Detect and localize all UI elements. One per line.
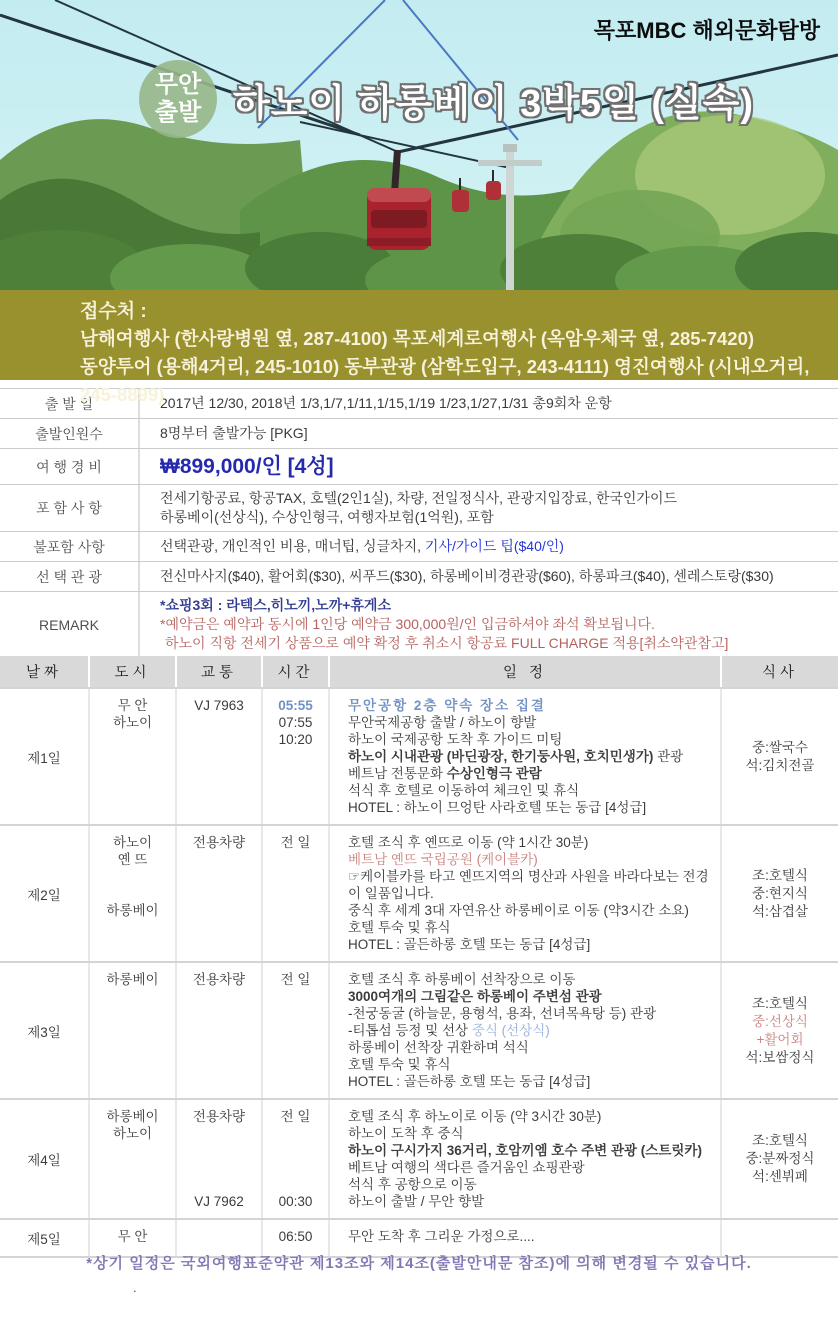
day-cell — [0, 689, 90, 824]
city-cell — [90, 963, 177, 1098]
schedule-cell — [330, 1220, 722, 1256]
col-header-meals: 식사 — [722, 656, 838, 687]
schedule-text: -티톱섬 등정 및 선상 — [348, 1023, 472, 1038]
schedule-text: 수상인형극 관람 — [446, 766, 542, 781]
info-label: 포 함 사 항 — [0, 485, 140, 531]
transport-cell — [177, 1100, 263, 1218]
schedule-text: 무안 도착 후 그리운 가정으로.... — [348, 1229, 535, 1244]
day-label: 제5일 — [27, 1232, 61, 1247]
schedule-line — [348, 1108, 714, 1125]
info-label: 선 택 관 광 — [0, 562, 140, 591]
meal-line: +활어회 — [756, 1031, 804, 1047]
meal-line: 중:현지식 — [752, 885, 808, 901]
price-value: ₩899,000/인 [4성] — [160, 455, 334, 478]
itinerary-body — [0, 687, 838, 1258]
schedule-text: 관광 — [653, 749, 684, 764]
schedule-line — [348, 765, 714, 782]
meal-line: 중:선상식 — [752, 1013, 808, 1029]
schedule-text: HOTEL : 하노이 므엉탄 사라호텔 또는 동급 [4성급] — [348, 800, 647, 815]
city-line: 하노이 — [112, 1126, 153, 1141]
day-label: 제4일 — [27, 1153, 61, 1168]
transport-line: VJ 7962 — [194, 1194, 244, 1209]
remark-line-2: *예약금은 예약과 동시에 1인당 예약금 300,000원/인 입금하셔야 좌석 확보됩니다. — [160, 616, 655, 632]
schedule-line — [348, 902, 714, 919]
info-row-price — [0, 449, 838, 485]
info-value: 8명부터 출발가능 [PKG] — [160, 425, 308, 441]
time-cell — [263, 689, 330, 824]
schedule-text: 중식 후 세계 3대 자연유산 하롱베이로 이동 (약3시간 소요) — [348, 903, 689, 918]
city-line: 하롱베이 — [106, 972, 159, 987]
schedule-text: HOTEL : 골든하롱 호텔 또는 동급 [4성급] — [348, 1074, 591, 1089]
day-cell — [0, 826, 90, 961]
schedule-line — [348, 731, 714, 748]
departure-badge — [139, 60, 217, 138]
schedule-text: 베트남 옌뜨 국립공원 (케이블카) — [348, 852, 538, 867]
meals-cell — [722, 1100, 838, 1218]
remark-line-3: 하노이 직항 전세기 상품으로 예약 확정 후 취소시 항공료 FULL CHARGE 적용[취소약관참고] — [165, 635, 729, 651]
itinerary-row — [0, 1098, 838, 1218]
tour-info-table — [0, 388, 838, 658]
time-line: 00:30 — [278, 1194, 313, 1209]
contact-line-2: 동양투어 (용해4거리, 245-1010) 동부관광 (삼학도입구, 243-4111) 영진여행사 (시내오거리, 245-8899) — [80, 356, 810, 405]
badge-line2: 출발 — [154, 99, 202, 126]
itinerary-row — [0, 687, 838, 824]
schedule-text: 하노이 출발 / 무안 향발 — [348, 1194, 485, 1209]
schedule-line — [348, 1142, 714, 1159]
city-line: 하롱베이 — [106, 1109, 159, 1124]
transport-cell — [177, 826, 263, 961]
time-cell — [263, 1220, 330, 1256]
city-line — [131, 868, 135, 885]
schedule-cell — [330, 826, 722, 961]
info-row-included — [0, 485, 838, 532]
transport-bottom — [194, 1193, 244, 1210]
city-line: 하롱베이 — [106, 903, 159, 918]
day-cell — [0, 1100, 90, 1218]
schedule-text: 석식 후 공항으로 이동 — [348, 1177, 477, 1192]
meal-line: 조:호텔식 — [752, 995, 808, 1011]
transport-line: 전용차량 — [192, 972, 246, 987]
schedule-line — [348, 851, 714, 868]
schedule-text: 호텔 조식 후 옌뜨로 이동 (약 1시간 30분) — [348, 835, 589, 850]
schedule-line — [348, 782, 714, 799]
col-header-schedule: 일 정 — [330, 656, 722, 687]
info-value — [140, 592, 838, 657]
schedule-line — [348, 868, 714, 902]
included-line-2: 하롱베이(선상식), 수상인형극, 여행자보험(1억원), 포함 — [160, 509, 494, 525]
schedule-text: 호텔 투숙 및 휴식 — [348, 920, 451, 935]
schedule-line — [348, 1056, 714, 1073]
day-cell — [0, 963, 90, 1098]
meals-cell — [722, 689, 838, 824]
transport-cell — [177, 963, 263, 1098]
schedule-text: 하롱베이 선착장 귀환하며 석식 — [348, 1040, 529, 1055]
info-row-optional — [0, 562, 838, 592]
schedule-text: 하노이 시내관광 (바딘광장, 한기둥사원, 호치민생가) — [348, 749, 654, 764]
schedule-text: HOTEL : 골든하롱 호텔 또는 동급 [4성급] — [348, 937, 591, 952]
info-value — [140, 485, 838, 531]
meal-line: 조:호텔식 — [752, 867, 808, 883]
schedule-text: 호텔 조식 후 하롱베이 선착장으로 이동 — [348, 972, 576, 987]
info-label: 출발인원수 — [0, 419, 140, 448]
city-line: 무 안 — [117, 1229, 148, 1244]
time-line: 전 일 — [280, 1109, 311, 1124]
col-header-city: 도시 — [90, 656, 177, 687]
city-line: 무 안 — [117, 698, 148, 713]
schedule-line — [348, 936, 714, 953]
meals-cell — [722, 963, 838, 1098]
time-cell — [263, 1100, 330, 1218]
time-line: 전 일 — [280, 972, 311, 987]
time-line: 10:20 — [278, 732, 313, 747]
schedule-line — [348, 1022, 714, 1039]
schedule-line — [348, 834, 714, 851]
schedule-text: 석식 후 호텔로 이동하여 체크인 및 휴식 — [348, 783, 580, 798]
stray-dot: . — [133, 1280, 137, 1295]
time-cell — [263, 963, 330, 1098]
schedule-line — [348, 1073, 714, 1090]
meal-line: 석:삼겹살 — [752, 903, 808, 919]
time-line: 05:55 — [278, 698, 313, 713]
time-line: 전 일 — [280, 835, 311, 850]
meal-line: 중:분짜정식 — [745, 1151, 815, 1166]
info-value: 2017년 12/30, 2018년 1/3,1/7,1/11,1/15,1/19 1/23,1/27,1/31 총9회차 운항 — [160, 395, 612, 411]
info-row-remark — [0, 592, 838, 658]
info-value — [140, 533, 838, 560]
schedule-line — [348, 971, 714, 988]
schedule-line — [348, 988, 714, 1005]
meal-line: 조:호텔식 — [752, 1133, 808, 1148]
schedule-text: 호텔 투숙 및 휴식 — [348, 1057, 451, 1072]
transport-line: 전용차량 — [192, 1109, 246, 1124]
schedule-text: -천궁동굴 (하늘문, 용형석, 용좌, 선녀목욕탕 등) 관광 — [348, 1006, 657, 1021]
transport-cell — [177, 1220, 263, 1256]
excluded-highlight: 기사/가이드 팁($40/인) — [424, 538, 564, 554]
meal-line: 석:보쌈정식 — [745, 1049, 815, 1065]
info-row-min-pax — [0, 419, 838, 449]
schedule-line — [348, 1228, 714, 1245]
schedule-line — [348, 919, 714, 936]
contact-label: 접수처 : — [80, 301, 147, 322]
col-header-date: 날짜 — [0, 656, 90, 687]
schedule-line — [348, 1005, 714, 1022]
itinerary-header — [0, 656, 838, 687]
itinerary-table — [0, 656, 838, 1258]
schedule-line — [348, 697, 714, 714]
transport-cell — [177, 689, 263, 824]
badge-line1: 무안 — [154, 71, 202, 98]
remark-line-1: *쇼핑3회 : 라텍스,히노끼,노까+휴게소 — [160, 597, 391, 613]
schedule-line — [348, 799, 714, 816]
schedule-text: 하노이 국제공항 도착 후 가이드 미팅 — [348, 732, 563, 747]
city-line: 옌 뜨 — [117, 852, 148, 867]
day-label: 제2일 — [27, 887, 61, 903]
info-row-excluded — [0, 532, 838, 562]
info-label: 출 발 일 — [0, 389, 140, 418]
city-cell — [90, 1220, 177, 1256]
day-label: 제1일 — [27, 750, 61, 766]
schedule-text: 3000여개의 그림같은 하롱베이 주변섬 관광 — [348, 989, 602, 1004]
schedule-text: ☞케이블카를 타고 옌뜨지역의 명산과 사원을 바라다보는 전경이 일품입니다. — [348, 869, 709, 901]
contact-line-1: 남해여행사 (한사랑병원 옆, 287-4100) 목포세계로여행사 (옥암우체국 옆, 285-7420) — [80, 328, 755, 349]
city-cell — [90, 1100, 177, 1218]
day-cell — [0, 1220, 90, 1256]
schedule-line — [348, 714, 714, 731]
meals-cell — [722, 1220, 838, 1256]
schedule-text: 중식 (선상식) — [471, 1023, 550, 1038]
schedule-line — [348, 1193, 714, 1210]
schedule-text: 베트남 전통문화 — [348, 766, 447, 781]
schedule-text: 하노이 도착 후 중식 — [348, 1126, 464, 1141]
schedule-cell — [330, 1100, 722, 1218]
meal-line: 석:김치전골 — [745, 757, 815, 773]
info-label: 불포함 사항 — [0, 532, 140, 561]
meals-cell — [722, 826, 838, 961]
city-line — [131, 885, 135, 902]
city-cell — [90, 826, 177, 961]
schedule-cell — [330, 963, 722, 1098]
meal-line: 석:센뷔페 — [752, 1169, 808, 1184]
schedule-line — [348, 748, 714, 765]
info-label: REMARK — [0, 592, 140, 657]
excluded-text: 선택관광, 개인적인 비용, 매너팁, 싱글차지, — [160, 538, 425, 554]
schedule-line — [348, 1039, 714, 1056]
schedule-line — [348, 1125, 714, 1142]
info-value: 전신마사지($40), 활어회($30), 씨푸드($30), 하롱베이비경관광($60), 하롱파크($40), 센레스토랑($30) — [160, 568, 774, 584]
col-header-time: 시간 — [263, 656, 330, 687]
day-label: 제3일 — [27, 1024, 61, 1040]
included-line-1: 전세기항공료, 항공TAX, 호텔(2인1실), 차량, 전일정식사, 관광지입장료, 한국인가이드 — [160, 490, 678, 506]
info-label: 여 행 경 비 — [0, 449, 140, 484]
itinerary-row — [0, 1218, 838, 1256]
schedule-text: 호텔 조식 후 하노이로 이동 (약 3시간 30분) — [348, 1109, 602, 1124]
tour-title: 하노이 하롱베이 3박5일 (실속) — [233, 83, 755, 125]
time-bottom — [279, 1193, 313, 1210]
schedule-text: 베트남 여행의 색다른 즐거움인 쇼핑관광 — [348, 1160, 585, 1175]
time-line: 06:50 — [278, 1229, 313, 1244]
time-cell — [263, 826, 330, 961]
time-line: 07:55 — [278, 715, 313, 730]
schedule-cell — [330, 689, 722, 824]
city-line: 하노이 — [112, 715, 153, 730]
transport-line: 전용차량 — [192, 835, 246, 850]
schedule-text: 무안국제공항 출발 / 하노이 향발 — [348, 715, 537, 730]
itinerary-row — [0, 824, 838, 961]
schedule-text: 무안공항 2층 약속 장소 집결 — [348, 698, 546, 713]
footer-disclaimer: *상기 일정은 국외여행표준약관 제13조와 제14조(출발안내문 참조)에 의해 변경될 수 있습니다. — [86, 1255, 752, 1272]
brand-logo: 목포MBC 해외문화탐방 — [593, 18, 820, 43]
schedule-text: 하노이 구시가지 36거리, 호암끼엠 호수 주변 관광 (스트릿카) — [348, 1143, 702, 1158]
transport-line: VJ 7963 — [194, 698, 244, 713]
schedule-line — [348, 1159, 714, 1176]
col-header-transport: 교통 — [177, 656, 263, 687]
city-line: 하노이 — [112, 835, 153, 850]
meal-line: 중:쌀국수 — [752, 739, 808, 755]
schedule-line — [348, 1176, 714, 1193]
city-cell — [90, 689, 177, 824]
itinerary-row — [0, 961, 838, 1098]
